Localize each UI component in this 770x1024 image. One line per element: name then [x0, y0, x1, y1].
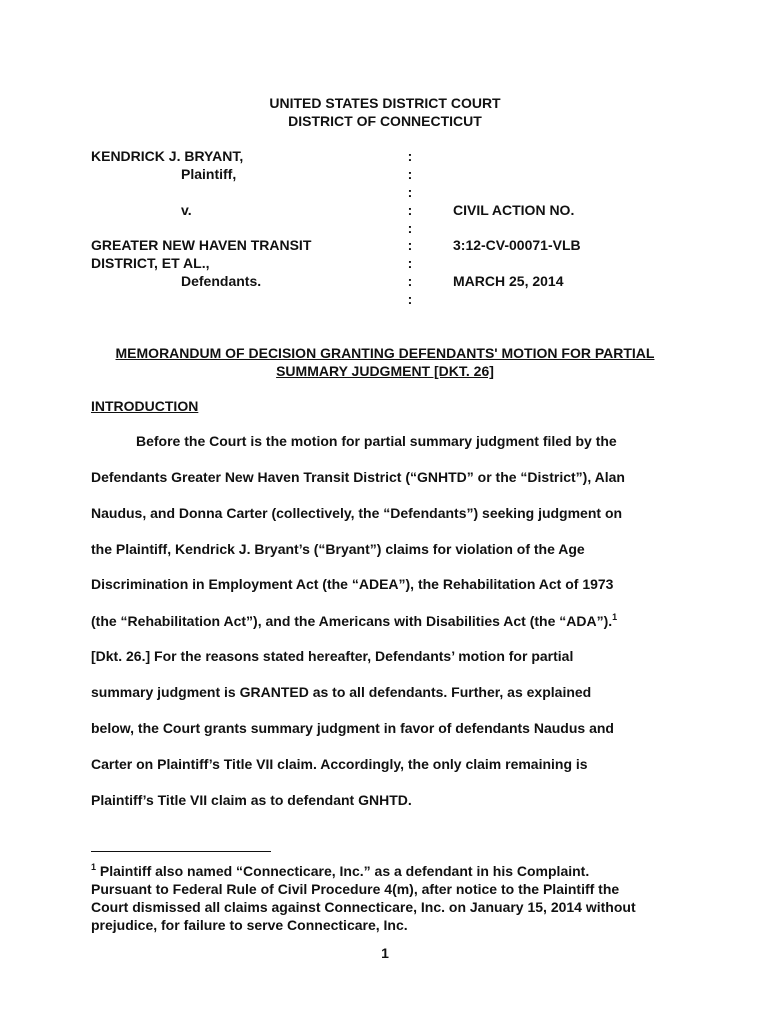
body-line: Plaintiff’s Title VII claim as to defendant GNHTD. [91, 792, 412, 808]
body-line: Naudus, and Donna Carter (collectively, the “Defendants”) seeking judgment on [91, 505, 623, 521]
court-name: UNITED STATES DISTRICT COURT [269, 95, 501, 111]
body-line: Before the Court is the motion for partial summary judgment filed by the [136, 433, 617, 449]
body-line: summary judgment is GRANTED as to all defendants. Further, as explained [91, 684, 592, 700]
caption-colon: : [407, 148, 413, 164]
body-line: Carter on Plaintiff’s Title VII claim. Accordingly, the only claim remaining is [91, 756, 588, 772]
body-line: below, the Court grants summary judgment in favor of defendants Naudus and [91, 720, 614, 736]
body-line: the Plaintiff, Kendrick J. Bryant’s (“Bryant”) claims for violation of the Age [91, 541, 585, 557]
case-number: 3:12-CV-00071-VLB [453, 237, 581, 253]
versus: v. [181, 202, 192, 218]
body-line: Defendants Greater New Haven Transit District (“GNHTD” or the “District”), Alan [91, 469, 625, 485]
caption-colon: : [407, 273, 413, 289]
caption-colon: : [407, 166, 413, 182]
footnote-reference[interactable]: 1 [612, 612, 618, 622]
body-line [91, 612, 617, 629]
caption-colon: : [407, 220, 413, 236]
decision-date: MARCH 25, 2014 [453, 273, 564, 289]
caption-colon: : [407, 291, 413, 307]
plaintiff-role: Plaintiff, [181, 166, 237, 182]
civil-action-label: CIVIL ACTION NO. [453, 202, 575, 218]
footnote-line: Court dismissed all claims against Connecticare, Inc. on January 15, 2014 without [91, 899, 636, 915]
body-line: [Dkt. 26.] For the reasons stated hereafter, Defendants’ motion for partial [91, 648, 574, 664]
court-header [0, 94, 770, 130]
court-district: DISTRICT OF CONNECTICUT [288, 113, 482, 129]
page-number: 1 [381, 945, 389, 961]
body-line-text: (the “Rehabilitation Act”), and the Americans with Disabilities Act (the “ADA”). [91, 613, 613, 629]
footnote-marker: 1 [91, 862, 97, 872]
footnote-line-text: Plaintiff also named “Connecticare, Inc.” as a defendant in his Complaint. [99, 863, 590, 879]
footnote-divider [91, 851, 271, 852]
section-heading: INTRODUCTION [91, 398, 199, 414]
defendant-role: Defendants. [181, 273, 262, 289]
caption-colon: : [407, 184, 413, 200]
caption-colon: : [407, 255, 413, 271]
footnote-line [91, 858, 691, 880]
caption-colon: : [407, 237, 413, 253]
document-title-line2: SUMMARY JUDGMENT [DKT. 26] [276, 363, 494, 379]
document-title-line1: MEMORANDUM OF DECISION GRANTING DEFENDANTS' MOTION FOR PARTIAL [115, 345, 655, 361]
document-title [0, 344, 770, 380]
defendant-name-line1: GREATER NEW HAVEN TRANSIT [91, 237, 312, 253]
defendant-name-line2: DISTRICT, ET AL., [91, 255, 210, 271]
footnote-line: Pursuant to Federal Rule of Civil Procedure 4(m), after notice to the Plaintiff the [91, 881, 620, 897]
footnote [91, 858, 691, 934]
plaintiff-name: KENDRICK J. BRYANT, [91, 148, 244, 164]
caption-colon: : [407, 202, 413, 218]
body-line: Discrimination in Employment Act (the “ADEA”), the Rehabilitation Act of 1973 [91, 576, 614, 592]
footnote-line: prejudice, for failure to serve Connecticare, Inc. [91, 917, 408, 933]
